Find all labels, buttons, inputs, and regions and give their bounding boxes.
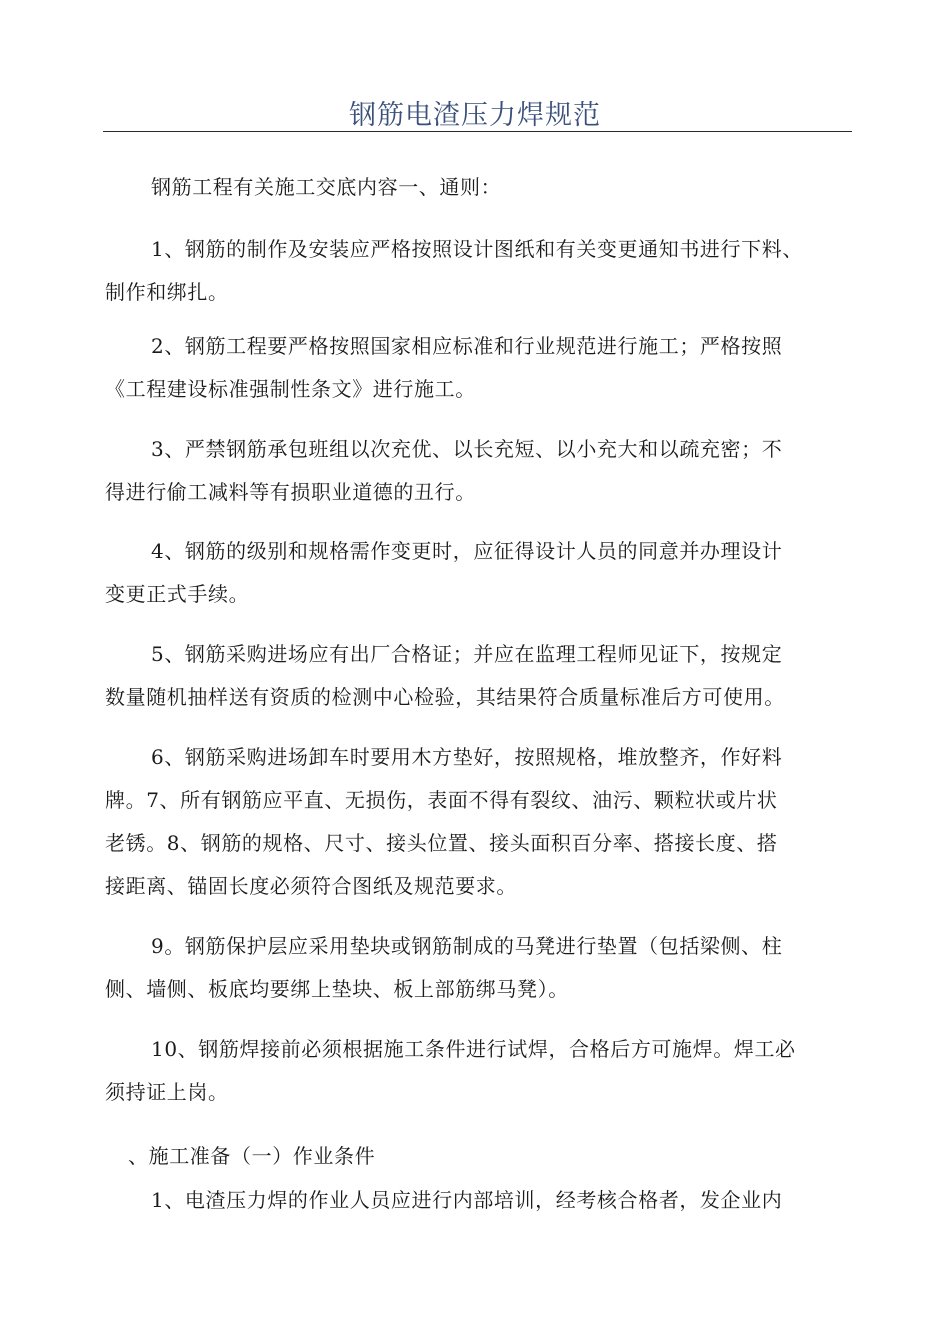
paragraph-item-1 xyxy=(105,228,847,314)
paragraph-line: 10、钢筋焊接前必须根据施工条件进行试焊，合格后方可施焊。焊工必 xyxy=(151,1037,796,1061)
paragraph-item-5 xyxy=(105,633,847,719)
paragraph-line: 4、钢筋的级别和规格需作变更时，应征得设计人员的同意并办理设计 xyxy=(151,539,783,563)
paragraph-line: 制作和绑扎。 xyxy=(105,280,229,304)
paragraph-item-4 xyxy=(105,530,847,616)
paragraph-line: 、施工准备（一）作业条件 xyxy=(128,1144,376,1168)
paragraph-line: 1、电渣压力焊的作业人员应进行内部培训，经考核合格者，发企业内 xyxy=(151,1188,783,1212)
document-title: 钢筋电渣压力焊规范 xyxy=(349,100,601,131)
paragraph-line: 《工程建设标准强制性条文》进行施工。 xyxy=(105,377,476,401)
paragraph-prep-1 xyxy=(105,1179,847,1222)
paragraph-line: 牌。7、所有钢筋应平直、无损伤，表面不得有裂纹、油污、颗粒状或片状 xyxy=(105,788,778,812)
paragraph-line: 须持证上岗。 xyxy=(105,1080,229,1104)
paragraph-item-2 xyxy=(105,325,847,411)
section-heading xyxy=(128,1135,870,1178)
paragraph-line: 5、钢筋采购进场应有出厂合格证；并应在监理工程师见证下，按规定 xyxy=(151,642,783,666)
title-underline xyxy=(103,131,852,132)
paragraph-line: 老锈。8、钢筋的规格、尺寸、接头位置、接头面积百分率、搭接长度、搭 xyxy=(105,831,778,855)
paragraph-line: 2、钢筋工程要严格按照国家相应标准和行业规范进行施工；严格按照 xyxy=(151,334,783,358)
paragraph-line: 钢筋工程有关施工交底内容一、通则： xyxy=(151,175,502,199)
paragraph-line: 数量随机抽样送有资质的检测中心检验，其结果符合质量标准后方可使用。 xyxy=(105,685,785,709)
paragraph-line: 侧、墙侧、板底均要绑上垫块、板上部筋绑马凳）。 xyxy=(105,977,569,1001)
paragraph-line: 6、钢筋采购进场卸车时要用木方垫好，按照规格，堆放整齐，作好料 xyxy=(151,745,783,769)
paragraph-intro xyxy=(105,166,847,209)
paragraph-line: 得进行偷工减料等有损职业道德的丑行。 xyxy=(105,480,476,504)
paragraph-line: 3、严禁钢筋承包班组以次充优、以长充短、以小充大和以疏充密；不 xyxy=(151,437,783,461)
paragraph-item-3 xyxy=(105,428,847,514)
paragraph-line: 1、钢筋的制作及安装应严格按照设计图纸和有关变更通知书进行下料、 xyxy=(151,237,803,261)
paragraph-item-6-8 xyxy=(105,736,847,908)
paragraph-item-10 xyxy=(105,1028,847,1114)
paragraph-line: 变更正式手续。 xyxy=(105,582,250,606)
paragraph-line: 接距离、锚固长度必须符合图纸及规范要求。 xyxy=(105,874,517,898)
paragraph-line: 9。钢筋保护层应采用垫块或钢筋制成的马凳进行垫置（包括梁侧、柱 xyxy=(151,934,783,958)
paragraph-item-9 xyxy=(105,925,847,1011)
